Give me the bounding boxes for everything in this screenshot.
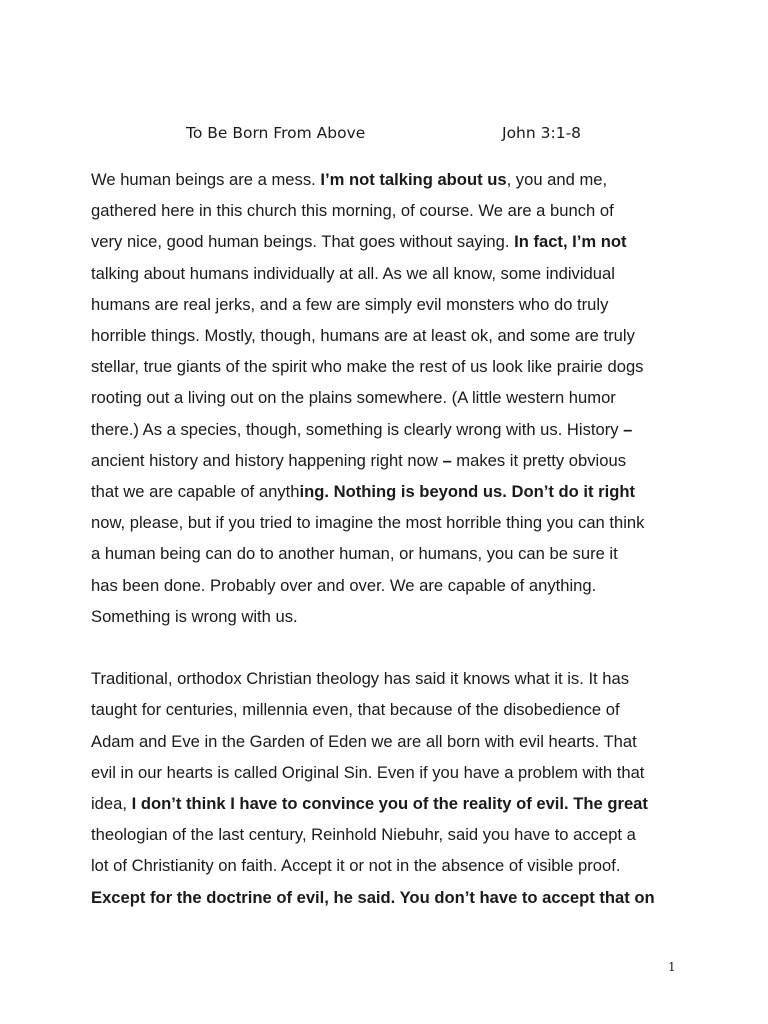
page-number: 1 — [668, 960, 676, 974]
text-run: horrible things. Mostly, though, humans are at least ok, and some are truly — [91, 326, 635, 346]
text-line — [91, 320, 691, 351]
bold-text-run: Except for the doctrine of evil, he said. You don’t have to accept that on — [91, 887, 655, 907]
paragraph — [91, 164, 691, 632]
text-line — [91, 195, 691, 226]
text-run: Something is wrong with us. — [91, 606, 298, 626]
text-line — [91, 351, 691, 382]
text-line — [91, 476, 691, 507]
text-line — [91, 538, 691, 569]
text-line — [91, 289, 691, 320]
text-line — [91, 445, 691, 476]
text-line — [91, 757, 691, 788]
text-line — [91, 882, 691, 913]
scripture-reference: John 3:1-8 — [502, 124, 582, 142]
text-run: has been done. Probably over and over. We are capable of anything. — [91, 575, 597, 595]
text-line — [91, 570, 691, 601]
text-line — [91, 382, 691, 413]
text-line — [91, 819, 691, 850]
text-run: theologian of the last century, Reinhold Niebuhr, said you have to accept a — [91, 825, 636, 845]
bold-text-run: In fact, I’m not — [514, 232, 627, 252]
text-run: evil in our hearts is called Original Sin. Even if you have a problem with that — [91, 762, 645, 782]
text-line — [91, 258, 691, 289]
text-line — [91, 850, 691, 881]
text-run: there.) As a species, though, something is clearly wrong with us. History — [91, 419, 624, 439]
text-run: Traditional, orthodox Christian theology has said it knows what it is. It has — [91, 669, 630, 689]
text-run: very nice, good human beings. That goes without saying. — [91, 232, 515, 252]
bold-text-run: – — [623, 419, 633, 439]
text-line — [91, 726, 691, 757]
sermon-title: To Be Born From Above — [186, 124, 366, 142]
sermon-body — [91, 164, 691, 944]
text-run: taught for centuries, millennia even, that because of the disobedience of — [91, 700, 620, 720]
bold-text-run: I’m not talking about us — [320, 170, 507, 189]
text-run: a human being can do to another human, or humans, you can be sure it — [91, 544, 618, 564]
text-run: that we are capable of anyth — [91, 482, 300, 502]
text-run: ancient history and history happening right now — [91, 450, 443, 470]
text-run: , you and me, — [506, 170, 608, 189]
document-header — [0, 124, 768, 150]
text-run: stellar, true giants of the spirit who make the rest of us look like prairie dogs — [91, 357, 644, 377]
text-run: makes it pretty obvious — [451, 450, 626, 470]
text-line — [91, 507, 691, 538]
text-run: talking about humans individually at all. As we all know, some individual — [91, 263, 615, 283]
text-line — [91, 694, 691, 725]
text-run: now, please, but if you tried to imagine the most horrible thing you can think — [91, 513, 645, 533]
text-line — [91, 226, 691, 257]
paragraph — [91, 663, 691, 913]
bold-text-run: – — [442, 450, 452, 470]
text-line — [91, 164, 691, 195]
text-run: gathered here in this church this morning, of course. We are a bunch of — [91, 201, 614, 221]
text-run: rooting out a living out on the plains somewhere. (A little western humor — [91, 388, 616, 408]
text-run: Adam and Eve in the Garden of Eden we are all born with evil hearts. That — [91, 731, 637, 751]
text-run: humans are real jerks, and a few are simply evil monsters who do truly — [91, 294, 609, 314]
text-run: lot of Christianity on faith. Accept it or not in the absence of visible proof. — [91, 856, 621, 876]
bold-text-run: ing. Nothing is beyond us. Don’t do it right — [299, 482, 636, 502]
text-line — [91, 788, 691, 819]
bold-text-run: I don’t think I have to convince you of the reality of evil. The great — [131, 794, 648, 814]
text-run: idea, — [91, 794, 132, 814]
text-run: We human beings are a mess. — [91, 170, 321, 189]
text-line — [91, 601, 691, 632]
text-line — [91, 414, 691, 445]
text-line — [91, 663, 691, 694]
